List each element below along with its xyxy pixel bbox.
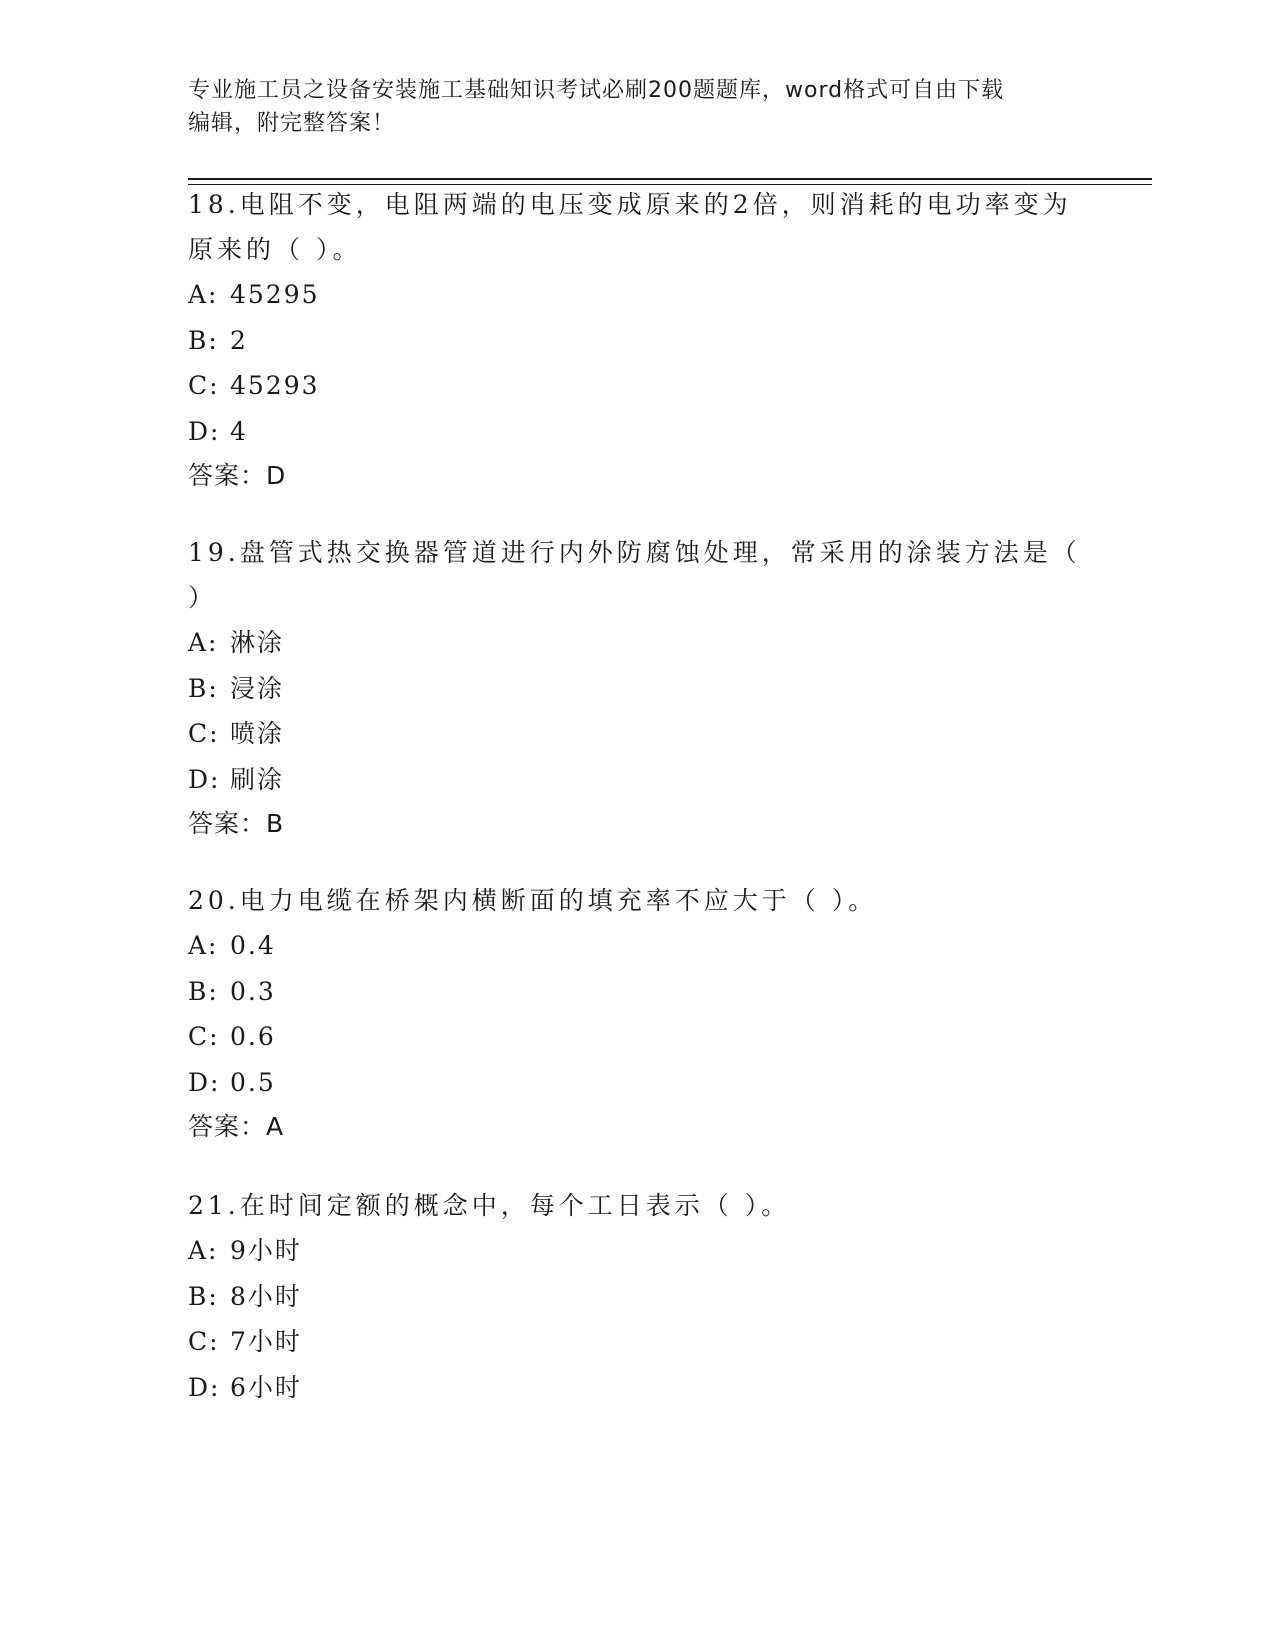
option-label: A: xyxy=(188,931,219,960)
option-label: A: xyxy=(188,628,219,657)
option-text: 4 xyxy=(230,416,248,446)
option-text: 刷涂 xyxy=(230,764,285,794)
option-text: 6小时 xyxy=(230,1372,302,1402)
question-stem-line-2: 原来的（ ）。 xyxy=(188,235,362,264)
option-label: D: xyxy=(188,764,221,794)
option-label: C: xyxy=(188,371,220,400)
option-d xyxy=(188,1060,1088,1106)
option-text: 45295 xyxy=(230,280,320,309)
option-text: 浸涂 xyxy=(230,673,285,703)
option-label: D: xyxy=(188,416,221,446)
option-a xyxy=(188,272,1088,318)
option-c xyxy=(188,363,1088,409)
option-c xyxy=(188,1319,1088,1365)
option-label: B: xyxy=(188,1281,219,1311)
option-a xyxy=(188,923,1088,969)
option-text: 0.3 xyxy=(230,976,276,1006)
question-19 xyxy=(188,530,1088,846)
option-label: C: xyxy=(188,719,220,748)
option-b xyxy=(188,969,1088,1015)
answer-line: 答案：B xyxy=(188,809,285,838)
question-18 xyxy=(188,182,1088,498)
option-label: D: xyxy=(188,1372,221,1402)
option-text: 9小时 xyxy=(230,1236,302,1265)
question-21 xyxy=(188,1183,1088,1410)
option-d xyxy=(188,757,1088,803)
header-line-2: 编辑，附完整答案！ xyxy=(188,111,396,136)
option-d xyxy=(188,1365,1088,1411)
option-text: 淋涂 xyxy=(230,628,285,657)
option-label: B: xyxy=(188,976,219,1006)
option-label: B: xyxy=(188,673,219,703)
option-d xyxy=(188,409,1088,455)
answer-line: 答案：D xyxy=(188,461,287,490)
option-text: 2 xyxy=(230,325,248,355)
option-text: 0.5 xyxy=(230,1067,276,1097)
answer-line: 答案：A xyxy=(188,1112,285,1141)
option-text: 7小时 xyxy=(230,1327,302,1356)
question-20 xyxy=(188,878,1088,1149)
option-text: 45293 xyxy=(230,371,320,400)
option-text: 0.6 xyxy=(230,1022,276,1051)
question-stem-line-1: 21.在时间定额的概念中，每个工日表示（ ）。 xyxy=(188,1191,791,1220)
option-label: B: xyxy=(188,325,219,355)
option-text: 0.4 xyxy=(230,931,276,960)
option-a xyxy=(188,620,1088,666)
question-stem-line-2: ） xyxy=(188,583,218,612)
option-label: C: xyxy=(188,1022,220,1051)
option-c xyxy=(188,711,1088,757)
option-text: 喷涂 xyxy=(230,719,285,748)
question-stem-line-1: 19.盘管式热交换器管道进行内外防腐蚀处理，常采用的涂装方法是（ xyxy=(188,538,1081,567)
option-text: 8小时 xyxy=(230,1281,302,1311)
question-stem-line-1: 20.电力电缆在桥架内横断面的填充率不应大于（ ）。 xyxy=(188,886,878,915)
question-stem-line-1: 18.电阻不变，电阻两端的电压变成原来的2倍，则消耗的电功率变为 xyxy=(188,190,1072,219)
option-b xyxy=(188,318,1088,364)
option-a xyxy=(188,1228,1088,1274)
document-header xyxy=(188,74,1088,140)
header-divider-thick xyxy=(188,178,1152,180)
option-label: A: xyxy=(188,1236,219,1265)
option-b xyxy=(188,1274,1088,1320)
option-b xyxy=(188,666,1088,712)
option-label: C: xyxy=(188,1327,220,1356)
option-label: A: xyxy=(188,280,219,309)
header-line-1: 专业施工员之设备安装施工基础知识考试必刷200题题库，word格式可自由下载 xyxy=(188,78,1005,103)
option-label: D: xyxy=(188,1067,221,1097)
option-c xyxy=(188,1014,1088,1060)
